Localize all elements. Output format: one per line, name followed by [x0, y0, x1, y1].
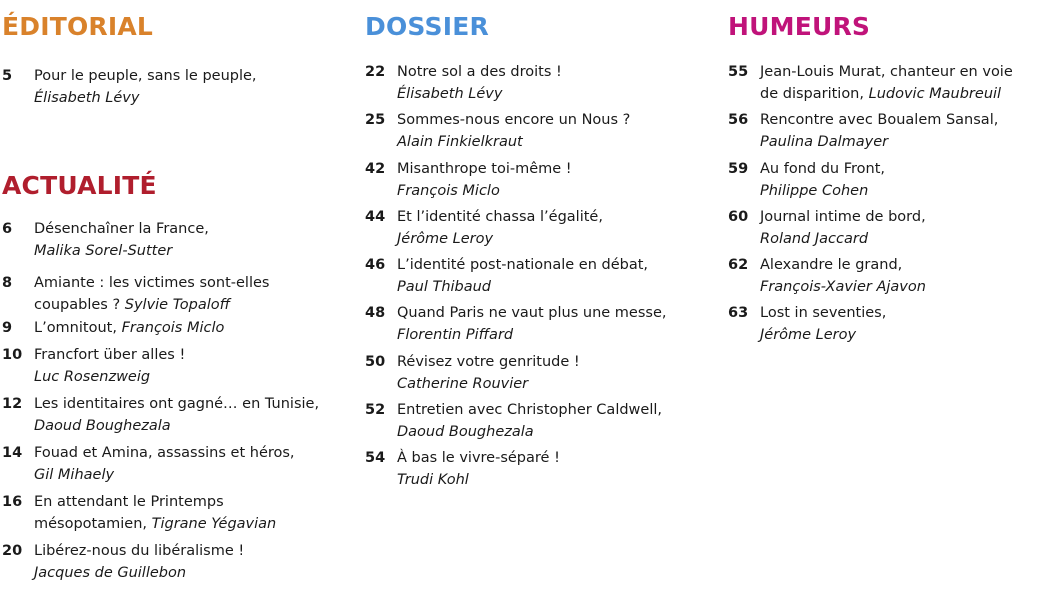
page-number: 22: [365, 64, 386, 80]
page-number: 48: [365, 305, 386, 322]
article-title: Misanthrope toi-même !: [397, 160, 572, 177]
toc-entry[interactable]: [2, 442, 364, 486]
article-line: [34, 562, 364, 584]
article-line: [397, 180, 727, 202]
article-title: Entretien avec Christopher Caldwell,: [397, 402, 662, 419]
toc-entry[interactable]: [2, 491, 364, 535]
article-author: Paulina Dalmayer: [760, 134, 889, 151]
page-number: 8: [2, 275, 13, 291]
article-line: [760, 158, 1038, 180]
page-number: 50: [365, 353, 386, 370]
article-title: Alexandre le grand,: [760, 257, 903, 274]
article-line: [760, 206, 1038, 228]
page-number: 10: [2, 347, 23, 363]
article-line: [34, 317, 364, 339]
article-title: L’omnitout,: [34, 320, 122, 336]
toc-entry[interactable]: [365, 158, 727, 202]
article-line: [397, 83, 727, 105]
article-line: [397, 447, 727, 469]
article-author: Philippe Cohen: [760, 182, 869, 199]
toc-entry[interactable]: [365, 447, 727, 491]
article-author: Florentin Piffard: [397, 327, 514, 344]
article-line: [34, 87, 364, 109]
article-line: [397, 399, 727, 421]
entries-humeurs: [728, 61, 1038, 351]
toc-entry[interactable]: [728, 206, 1038, 250]
toc-entry[interactable]: [728, 158, 1038, 202]
article-line: [397, 302, 727, 324]
toc-entry[interactable]: [2, 317, 364, 339]
section-dossier: [365, 12, 667, 489]
article-author: Gil Mihaely: [34, 467, 115, 483]
article-line: [397, 324, 727, 346]
page-number: 6: [2, 221, 13, 237]
article-line: [34, 344, 364, 366]
article-line: [34, 218, 364, 240]
article-title: Les identitaires ont gagné… en Tunisie,: [34, 396, 320, 412]
article-title: Libérez-nous du libéralisme !: [34, 543, 245, 559]
article-line: [397, 351, 727, 373]
article-title-continued: de disparition,: [760, 86, 869, 102]
article-author: Catherine Rouvier: [397, 375, 529, 392]
toc-entry[interactable]: [2, 540, 364, 584]
section-humeurs: [728, 12, 1013, 344]
article-line: [34, 393, 364, 415]
article-title: Révisez votre genritude !: [397, 353, 580, 370]
article-title: Francfort über alles !: [34, 347, 186, 363]
article-line: [34, 272, 364, 294]
article-line: [397, 276, 727, 298]
article-title-continued: coupables ?: [34, 297, 125, 313]
article-author: Sylvie Topaloff: [124, 297, 231, 313]
article-author: François Miclo: [397, 182, 500, 199]
article-line: [760, 180, 1038, 202]
article-author: François Miclo: [121, 320, 225, 336]
article-title: Quand Paris ne vaut plus une messe,: [397, 305, 667, 322]
toc-entry[interactable]: [728, 61, 1038, 105]
page-number: 56: [728, 112, 749, 129]
article-line: [760, 61, 1038, 83]
article-author: Jérôme Leroy: [397, 230, 494, 247]
article-author: François-Xavier Ajavon: [760, 279, 926, 296]
article-author: Daoud Boughezala: [397, 424, 534, 441]
article-title: En attendant le Printemps: [34, 494, 224, 510]
article-line: [760, 254, 1038, 276]
article-author: Élisabeth Lévy: [397, 86, 503, 102]
page-number: 12: [2, 396, 23, 412]
article-author: Jérôme Leroy: [760, 327, 857, 344]
article-line: [34, 294, 364, 316]
page-number: 54: [365, 450, 386, 467]
page-number: 5: [2, 68, 13, 84]
toc-entry[interactable]: [728, 254, 1038, 298]
entries-dossier: [365, 61, 727, 496]
article-line: [34, 464, 364, 486]
page-number: 16: [2, 494, 23, 510]
toc-entry[interactable]: [728, 302, 1038, 346]
article-title: À bas le vivre-séparé !: [397, 450, 560, 467]
article-line: [34, 65, 364, 87]
section-title-dossier: DOSSIER: [365, 12, 489, 41]
article-line: [397, 61, 727, 83]
page-number: 55: [728, 64, 749, 80]
page-number: 20: [2, 543, 23, 559]
article-line: [34, 513, 364, 535]
article-author: Élisabeth Lévy: [34, 90, 140, 106]
article-line: [397, 373, 727, 395]
toc-entry[interactable]: [2, 393, 364, 437]
toc-entry[interactable]: [728, 109, 1038, 153]
article-line: [34, 491, 364, 513]
article-title: L’identité post-nationale en débat,: [397, 257, 649, 274]
article-title: Journal intime de bord,: [760, 208, 926, 225]
article-line: [34, 366, 364, 388]
toc-entry[interactable]: [2, 218, 364, 262]
article-line: [760, 109, 1038, 131]
page-number: 42: [365, 160, 386, 177]
toc-entry[interactable]: [365, 254, 727, 298]
article-title: Pour le peuple, sans le peuple,: [34, 68, 257, 84]
article-line: [760, 228, 1038, 250]
page-number: 63: [728, 305, 749, 322]
entries-actualite: [2, 218, 364, 589]
article-line: [397, 109, 727, 131]
article-author: Luc Rosenzweig: [34, 369, 151, 385]
article-line: [760, 131, 1038, 153]
toc-entry[interactable]: [365, 206, 727, 250]
article-line: [34, 540, 364, 562]
article-title: Désenchaîner la France,: [34, 221, 209, 237]
toc-entry[interactable]: [365, 351, 727, 395]
article-title: Sommes-nous encore un Nous ?: [397, 112, 631, 129]
toc-entry[interactable]: [2, 272, 364, 316]
page-number: 46: [365, 257, 386, 274]
article-line: [760, 83, 1038, 105]
entries-editorial: [2, 65, 364, 114]
article-title: Jean-Louis Murat, chanteur en voie: [760, 64, 1013, 80]
page-number: 44: [365, 208, 386, 225]
article-line: [397, 421, 727, 443]
page-number: 25: [365, 112, 386, 129]
article-line: [397, 131, 727, 153]
section-editorial: [2, 12, 257, 106]
article-title-continued: mésopotamien,: [34, 516, 152, 532]
article-title: Notre sol a des droits !: [397, 64, 562, 80]
article-author: Paul Thibaud: [397, 279, 492, 296]
article-title: Et l’identité chassa l’égalité,: [397, 208, 603, 225]
article-author: Alain Finkielkraut: [397, 134, 523, 151]
article-line: [397, 254, 727, 276]
article-author: Roland Jaccard: [760, 230, 869, 247]
article-line: [34, 240, 364, 262]
page-number: 14: [2, 445, 23, 461]
section-actualite: [2, 171, 320, 581]
toc-entry[interactable]: [365, 399, 727, 443]
article-title: Au fond du Front,: [760, 160, 885, 177]
section-title-editorial: ÉDITORIAL: [2, 12, 154, 41]
article-author: Daoud Boughezala: [34, 418, 171, 434]
toc-entry[interactable]: [2, 344, 364, 388]
article-line: [397, 206, 727, 228]
toc-entry[interactable]: [365, 109, 727, 153]
article-author: Jacques de Guillebon: [34, 565, 187, 581]
article-line: [397, 158, 727, 180]
page-number: 52: [365, 402, 386, 419]
article-line: [760, 324, 1038, 346]
page-number: 59: [728, 160, 749, 177]
article-line: [760, 276, 1038, 298]
section-title-actualite: ACTUALITÉ: [2, 171, 157, 200]
article-author: Trudi Kohl: [397, 472, 469, 489]
toc-entry[interactable]: [365, 61, 727, 105]
article-line: [397, 228, 727, 250]
page-number: 62: [728, 257, 749, 274]
article-line: [760, 302, 1038, 324]
article-author: Tigrane Yégavian: [151, 516, 277, 532]
section-title-humeurs: HUMEURS: [728, 12, 871, 41]
article-author: Malika Sorel-Sutter: [34, 243, 173, 259]
article-line: [34, 442, 364, 464]
article-title: Amiante : les victimes sont-elles: [34, 275, 270, 291]
article-author: Ludovic Maubreuil: [868, 86, 1002, 102]
page-number: 60: [728, 208, 749, 225]
toc-entry[interactable]: [365, 302, 727, 346]
toc-entry[interactable]: [2, 65, 364, 109]
article-title: Lost in seventies,: [760, 305, 887, 322]
page-number: 9: [2, 320, 13, 336]
article-line: [397, 469, 727, 491]
article-line: [34, 415, 364, 437]
article-title: Fouad et Amina, assassins et héros,: [34, 445, 295, 461]
article-title: Rencontre avec Boualem Sansal,: [760, 112, 999, 129]
